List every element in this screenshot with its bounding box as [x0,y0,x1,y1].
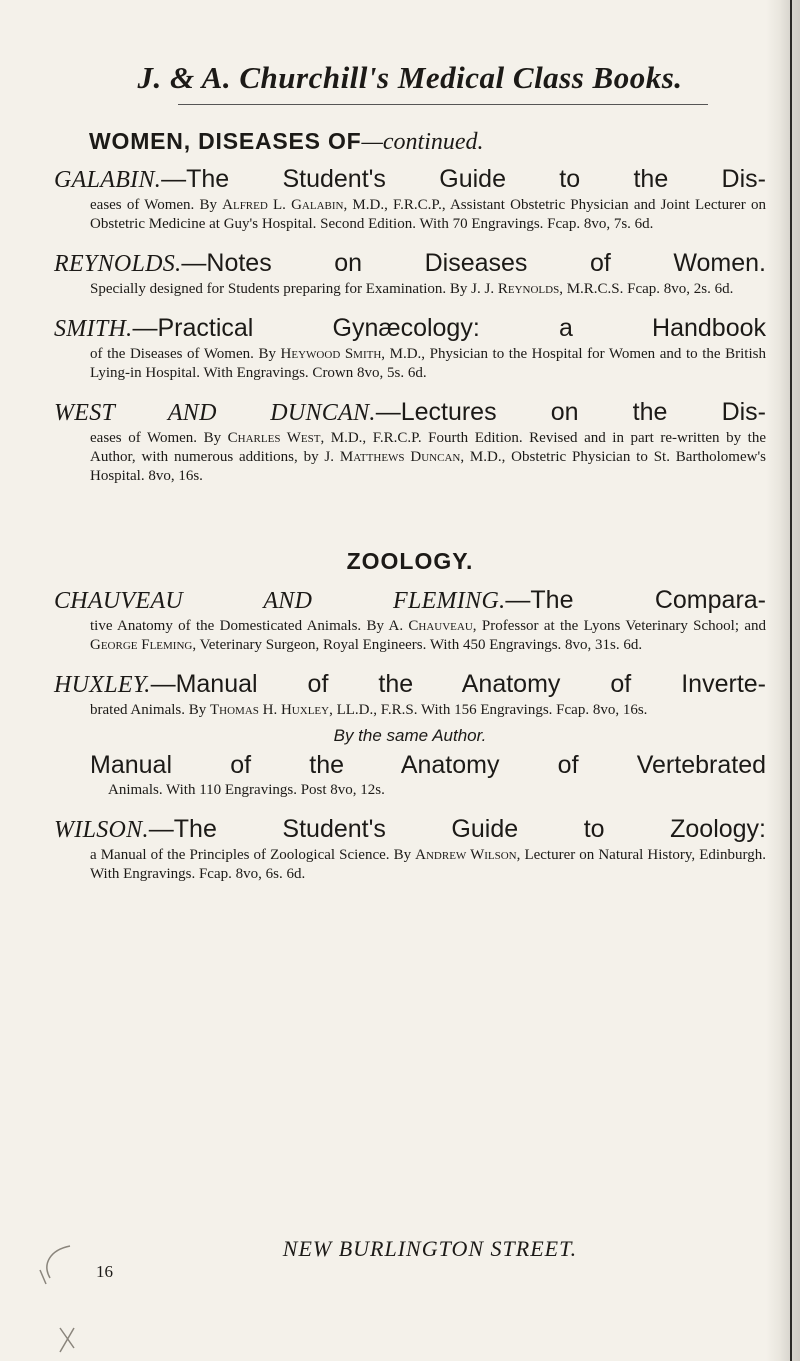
entry-heading [54,248,766,280]
entry-text: , M.D., F.R.C.P. Fourth Edition. Revised and in part re-written by the Author, with numerous additions, by J. [90,430,766,465]
section-title-women [89,128,766,156]
entry-author: CHAUVEAU AND FLEMING. [54,588,506,614]
section-title-zoology: ZOOLOGY. [346,548,474,574]
entry-text: , LL.D., F.R.S. With 156 Engravings. Fcap. 8vo, 16s. [329,702,648,718]
entry-person: Thomas H. Huxley [210,702,330,718]
entry-heading [54,164,766,196]
running-header: J. & A. Churchill's Medical Class Books. [137,60,683,95]
entry-body [54,429,766,486]
page-edge-line [790,0,792,1361]
entry-text: Specially designed for Students preparing for Examination. By J. J. [90,281,498,297]
entry-headline: —The Student's Guide to Zoology: [148,815,766,843]
same-author-body: Animals. With 110 Engravings. Post 8vo, 12s. [108,782,385,798]
entry-person: Matthews Duncan [339,449,461,465]
entry-person: Heywood Smith [280,346,382,362]
entry-headline: —Notes on Diseases of Women. [181,249,766,277]
entry-text: eases of Women. By [90,197,223,213]
entry-headline: —Manual of the Anatomy of Inverte- [150,670,766,698]
book-entry-huxley [54,669,766,720]
entry-text: , M.D., F.R.C.P., Assistant Obstetric Physician and Joint Lecturer on Obstetric Medicine at Guy's Hospital. Second Edition. With 70 Engravings. Fcap. 8vo, 7s. 6d. [90,197,766,232]
entry-body [54,345,766,383]
book-entry-chauveau-fleming [54,585,766,655]
entry-text: a Manual of the Principles of Zoological Science. By [90,847,416,863]
entry-text: of the Diseases of Women. By [90,346,281,362]
entry-text: brated Animals. By [90,702,210,718]
page-number: 16 [96,1262,113,1281]
entry-headline: —Practical Gynæcology: a Handbook [132,314,766,342]
entry-text: tive Anatomy of the Domesticated Animals. By A. [90,618,409,634]
header-rule [178,104,708,105]
section-continued: —continued. [361,129,484,155]
entry-heading [54,585,766,617]
entry-heading [54,814,766,846]
entry-author: SMITH. [54,316,133,342]
entry-headline: —The Compara- [505,586,766,614]
entry-headline: —Lectures on the Dis- [375,398,767,426]
entry-text: , M.D., Obstetric Physician to St. Bartholomew's Hospital. 8vo, 16s. [90,449,766,484]
same-author-title: Manual of the Anatomy of Vertebrated [90,751,766,779]
entry-text: eases of Women. By [90,430,228,446]
entry-person: George Fleming [90,637,193,653]
page-edge [766,0,800,1361]
same-author-label: By the same Author. [333,726,487,745]
entry-person: Chauveau [408,618,473,634]
entry-text: , M.D., Physician to the Hospital for Women and to the British Lying-in Hospital. With Engravings. Crown 8vo, 5s. 6d. [90,346,766,381]
entry-person: Alfred L. Galabin [222,197,344,213]
entry-text: , Veterinary Surgeon, Royal Engineers. With 450 Engravings. 8vo, 31s. 6d. [192,637,643,653]
page-content [54,128,766,898]
entry-heading [54,397,766,429]
entry-author: GALABIN. [54,167,162,193]
entry-text: , M.R.C.S. Fcap. 8vo, 2s. 6d. [559,281,734,297]
book-entry-reynolds [54,248,766,299]
entry-body [54,280,766,299]
entry-author: HUXLEY. [54,672,151,698]
book-entry-galabin [54,164,766,234]
section-title-text: WOMEN, DISEASES OF [89,128,362,154]
entry-heading [54,313,766,345]
pencil-mark-icon [30,1240,90,1360]
entry-body [54,196,766,234]
entry-author: REYNOLDS. [54,251,182,277]
entry-text: , Professor at the Lyons Veterinary School; and [472,618,766,634]
entry-text: , Lecturer on Natural History, Edinburgh. With Engravings. Fcap. 8vo, 6s. 6d. [90,847,767,882]
entry-body [54,846,766,884]
book-entry-wilson [54,814,766,884]
book-entry-smith [54,313,766,383]
book-entry-west-duncan [54,397,766,486]
entry-headline: —The Student's Guide to the Dis- [161,165,766,193]
entry-author: WILSON. [54,817,149,843]
footer-street: NEW BURLINGTON STREET. [282,1236,578,1261]
entry-person: Andrew Wilson [415,847,517,863]
entry-person: Reynolds [497,281,560,297]
entry-person: Charles West [227,430,321,446]
entry-heading [54,669,766,701]
entry-author: WEST AND DUNCAN. [54,400,376,426]
entry-body [54,617,766,655]
entry-body [54,701,766,720]
